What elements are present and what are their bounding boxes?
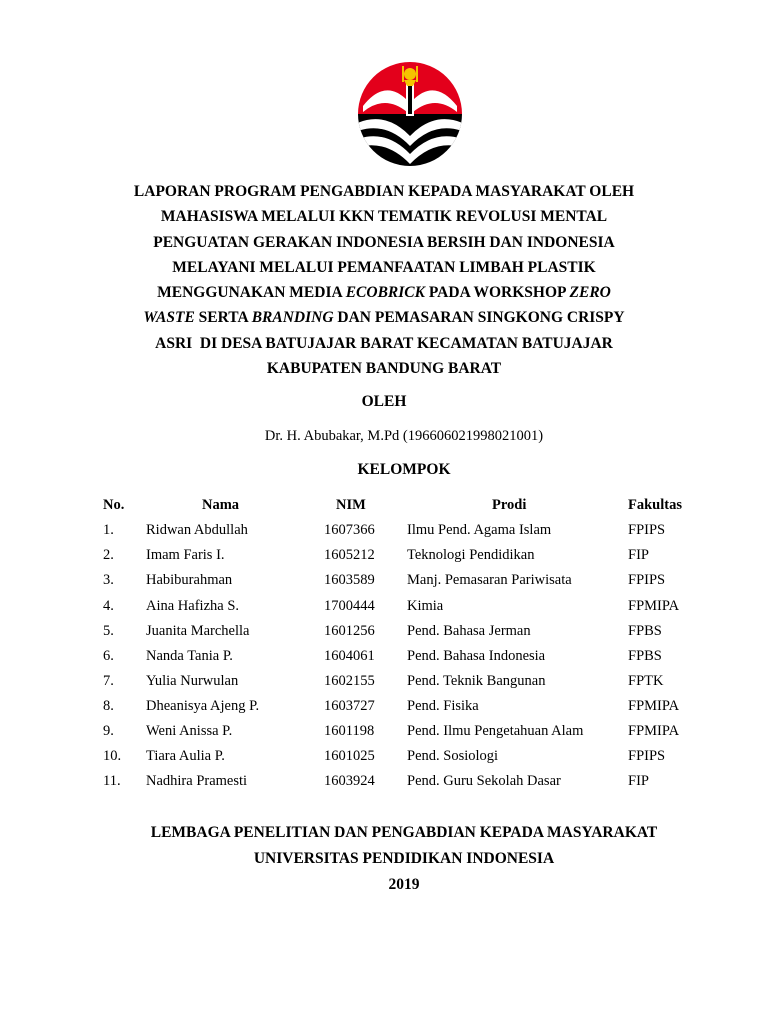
cell-fakultas: FPTK xyxy=(628,673,664,689)
cell-nama: Yulia Nurwulan xyxy=(146,673,239,689)
cell-fakultas: FPMIPA xyxy=(628,698,680,714)
cell-no: 7. xyxy=(103,673,114,689)
cell-nama: Habiburahman xyxy=(146,572,233,588)
cell-fakultas: FPBS xyxy=(628,648,662,664)
cell-no: 5. xyxy=(103,623,114,639)
table-row xyxy=(0,522,768,544)
cell-fakultas: FPIPS xyxy=(628,572,666,588)
cell-nim: 1700444 xyxy=(324,598,375,614)
title-italic-text: ECOBRICK xyxy=(345,284,425,302)
cell-fakultas: FPMIPA xyxy=(628,598,680,614)
university-emblem-icon xyxy=(355,60,465,168)
table-header xyxy=(0,497,768,519)
cell-nim: 1601198 xyxy=(324,723,375,739)
cell-fakultas: FIP xyxy=(628,773,649,789)
header-prodi: Prodi xyxy=(492,497,527,513)
table-row xyxy=(0,648,768,670)
university-name: UNIVERSITAS PENDIDIKAN INDONESIA xyxy=(253,850,555,867)
cell-nama: Juanita Marchella xyxy=(146,623,250,639)
title-italic-text: WASTE xyxy=(143,309,195,327)
title-line xyxy=(0,280,768,305)
title-italic-text: BRANDING xyxy=(251,309,334,327)
cell-prodi: Pend. Guru Sekolah Dasar xyxy=(407,773,561,789)
cell-fakultas: FPBS xyxy=(628,623,662,639)
cell-prodi: Teknologi Pendidikan xyxy=(407,547,535,563)
table-row xyxy=(0,748,768,770)
title-text: MENGGUNAKAN MEDIA xyxy=(157,284,346,302)
cell-nama: Imam Faris I. xyxy=(146,547,225,563)
cell-nim: 1605212 xyxy=(324,547,375,563)
title-line: KABUPATEN BANDUNG BARAT xyxy=(266,360,502,378)
cell-prodi: Pend. Bahasa Jerman xyxy=(407,623,531,639)
cell-no: 6. xyxy=(103,648,114,664)
cell-prodi: Pend. Bahasa Indonesia xyxy=(407,648,546,664)
cell-no: 4. xyxy=(103,598,114,614)
cell-nama: Nanda Tania P. xyxy=(146,648,233,664)
table-row xyxy=(0,547,768,569)
cell-nama: Tiara Aulia P. xyxy=(146,748,225,764)
cell-fakultas: FIP xyxy=(628,547,649,563)
title-line: LAPORAN PROGRAM PENGABDIAN KEPADA MASYARAKAT OLEH xyxy=(133,183,635,200)
cell-nim: 1601256 xyxy=(324,623,375,639)
table-row xyxy=(0,773,768,795)
cell-no: 1. xyxy=(103,522,114,538)
cell-nama: Ridwan Abdullah xyxy=(146,522,248,538)
table-row xyxy=(0,723,768,745)
cell-nama: Dheanisya Ajeng P. xyxy=(146,698,260,714)
table-row xyxy=(0,673,768,695)
title-italic-text: ZERO xyxy=(569,284,611,302)
header-fakultas: Fakultas xyxy=(628,497,682,513)
institution-name: LEMBAGA PENELITIAN DAN PENGABDIAN KEPADA MASYARAKAT xyxy=(150,824,658,841)
oleh-heading: OLEH xyxy=(361,393,407,410)
cell-no: 3. xyxy=(103,572,114,588)
cell-prodi: Pend. Teknik Bangunan xyxy=(407,673,546,689)
cell-nim: 1604061 xyxy=(324,648,375,664)
table-row xyxy=(0,623,768,645)
kelompok-heading: KELOMPOK xyxy=(357,461,451,478)
cell-nama: Weni Anissa P. xyxy=(146,723,233,739)
title-text: SERTA xyxy=(194,309,252,327)
cell-nama: Aina Hafizha S. xyxy=(146,598,240,614)
title-line: PENGUATAN GERAKAN INDONESIA BERSIH DAN INDONESIA xyxy=(153,233,615,251)
supervisor-name: Dr. H. Abubakar, M.Pd (196606021998021001) xyxy=(264,428,544,444)
cell-nim: 1603924 xyxy=(324,773,375,789)
title-line: MAHASISWA MELALUI KKN TEMATIK REVOLUSI MENTAL xyxy=(160,208,608,226)
header-nim: NIM xyxy=(336,497,366,513)
cell-nim: 1603589 xyxy=(324,572,375,588)
cell-prodi: Manj. Pemasaran Pariwisata xyxy=(407,572,572,588)
title-line: MELAYANI MELALUI PEMANFAATAN LIMBAH PLASTIK xyxy=(172,258,596,276)
cell-no: 9. xyxy=(103,723,114,739)
report-year: 2019 xyxy=(388,876,420,893)
cell-no: 2. xyxy=(103,547,114,563)
title-line xyxy=(0,305,768,330)
table-row xyxy=(0,598,768,620)
report-title xyxy=(0,179,768,381)
cell-fakultas: FPIPS xyxy=(628,748,666,764)
cell-nim: 1607366 xyxy=(324,522,375,538)
title-line: ASRI DI DESA BATUJAJAR BARAT KECAMATAN BATUJAJAR xyxy=(155,334,613,352)
cell-prodi: Pend. Fisika xyxy=(407,698,479,714)
cell-prodi: Pend. Sosiologi xyxy=(407,748,499,764)
header-no: No. xyxy=(103,497,125,513)
cell-fakultas: FPIPS xyxy=(628,522,666,538)
table-row xyxy=(0,572,768,594)
cell-no: 8. xyxy=(103,698,114,714)
cell-nim: 1601025 xyxy=(324,748,375,764)
cell-nim: 1602155 xyxy=(324,673,375,689)
cell-fakultas: FPMIPA xyxy=(628,723,680,739)
title-text: PADA WORKSHOP xyxy=(424,284,570,302)
cell-no: 10. xyxy=(103,748,122,764)
cell-prodi: Kimia xyxy=(407,598,444,614)
title-text: DAN PEMASARAN SINGKONG CRISPY xyxy=(333,309,625,327)
table-row xyxy=(0,698,768,720)
cell-nim: 1603727 xyxy=(324,698,375,714)
cell-no: 11. xyxy=(103,773,121,789)
cell-prodi: Ilmu Pend. Agama Islam xyxy=(407,522,552,538)
header-nama: Nama xyxy=(202,497,240,513)
cell-nama: Nadhira Pramesti xyxy=(146,773,248,789)
cell-prodi: Pend. Ilmu Pengetahuan Alam xyxy=(407,723,584,739)
